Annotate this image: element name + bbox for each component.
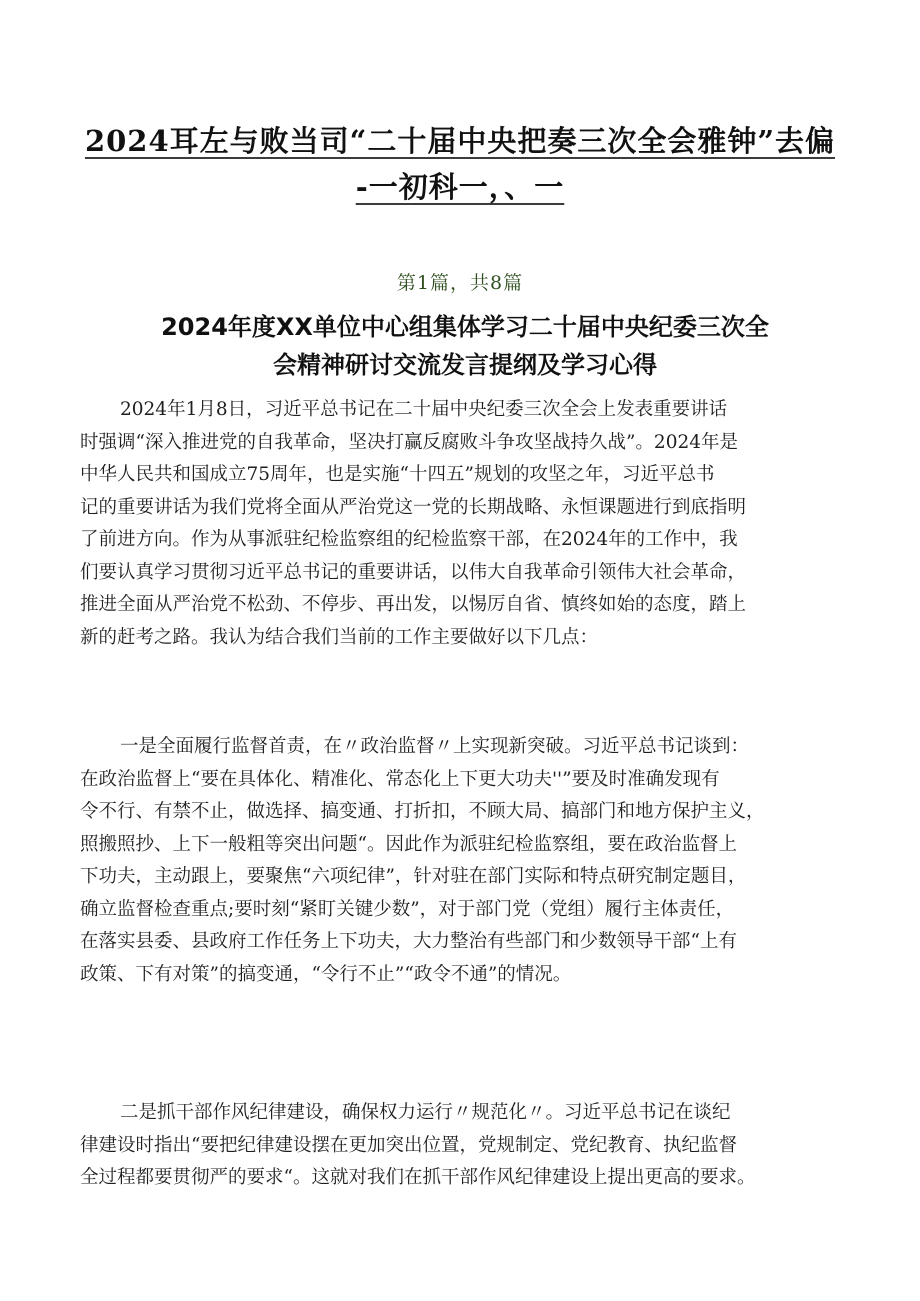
paragraph-line: 在政治监督上“要在具体化、精准化、常态化上下更大功夫''”要及时准确发现有 — [80, 768, 720, 790]
paragraph-line: 照搬照抄、上下一般粗等突出问题“。因此作为派驻纪检监察组，要在政治监督上 — [80, 833, 737, 855]
paragraph-line: 律建设时指出“要把纪律建设摆在更加突出位置，党规制定、党纪教育、执纪监督 — [80, 1134, 737, 1156]
paragraph-point-one — [80, 731, 855, 991]
document-header-title — [70, 118, 850, 210]
paragraph-line: 新的赶考之路。我认为结合我们当前的工作主要做好以下几点： — [80, 626, 599, 648]
paragraph-line: 中华人民共和国成立75周年，也是实施“十四五”规划的攻坚之年，习近平总书 — [80, 464, 715, 485]
header-title-line: 2024耳左与败当司“二十届中央把奏三次全会雅钟”去偏 — [84, 124, 836, 158]
paragraph-line: 一是全面履行监督首责，在〃政治监督〃上实现新突破。习近平总书记谈到： — [120, 736, 750, 757]
paragraph-line: 2024年1月8日，习近平总书记在二十届中央纪委三次全会上发表重要讲话 — [120, 399, 728, 420]
article-counter: 第1篇，共8篇 — [396, 272, 524, 294]
article-title — [120, 308, 810, 384]
paragraph-line: 二是抓干部作风纪律建设，确保权力运行〃规范化〃。习近平总书记在谈纪 — [120, 1102, 731, 1123]
paragraph-line: 时强调“深入推进党的自我革命，坚决打赢反腐败斗争攻坚战持久战”。2024年是 — [80, 431, 738, 453]
paragraph-line: 下功夫，主动跟上，要聚焦“六项纪律”，针对驻在部门实际和特点研究制定题目， — [80, 866, 747, 887]
paragraph-line: 在落实县委、县政府工作任务上下功夫，大力整治有些部门和少数领导干部“上有 — [80, 931, 737, 952]
paragraph-line: 令不行、有禁不止，做选择、搞变通、打折扣，不顾大局、搞部门和地方保护主义， — [80, 801, 765, 822]
paragraph-line: 推进全面从严治党不松劲、不停步、再出发，以惕厉自省、慎终如始的态度，踏上 — [80, 594, 747, 615]
paragraph-line: 政策、下有对策”的搞变通，“令行不止”“政令不通”的情况。 — [80, 963, 572, 985]
paragraph-line: 们要认真学习贯彻习近平总书记的重要讲话，以伟大自我革命引领伟大社会革命， — [80, 561, 747, 583]
paragraph-point-two — [80, 1097, 855, 1195]
paragraph-line: 了前进方向。作为从事派驻纪检监察组的纪检监察干部，在2024年的工作中，我 — [80, 529, 738, 550]
article-title-line: 会精神研讨交流发言提纲及学习心得 — [273, 351, 657, 379]
article-title-line: 2024年度XX单位中心组集体学习二十届中央纪委三次全 — [161, 313, 769, 341]
paragraph-intro — [80, 394, 855, 654]
paragraph-line: 记的重要讲话为我们党将全面从严治党这一党的长期战略、永恒课题进行到底指明 — [80, 496, 747, 518]
paragraph-line: 确立监督检查重点;要时刻“紧盯关键少数”，对于部门党（党组）履行主体责任， — [80, 898, 735, 920]
header-title-line: -一初科一，、一 — [355, 170, 565, 204]
paragraph-line: 全过程都要贯彻严的要求“。这就对我们在抓干部作风纪律建设上提出更高的要求。 — [80, 1167, 756, 1188]
